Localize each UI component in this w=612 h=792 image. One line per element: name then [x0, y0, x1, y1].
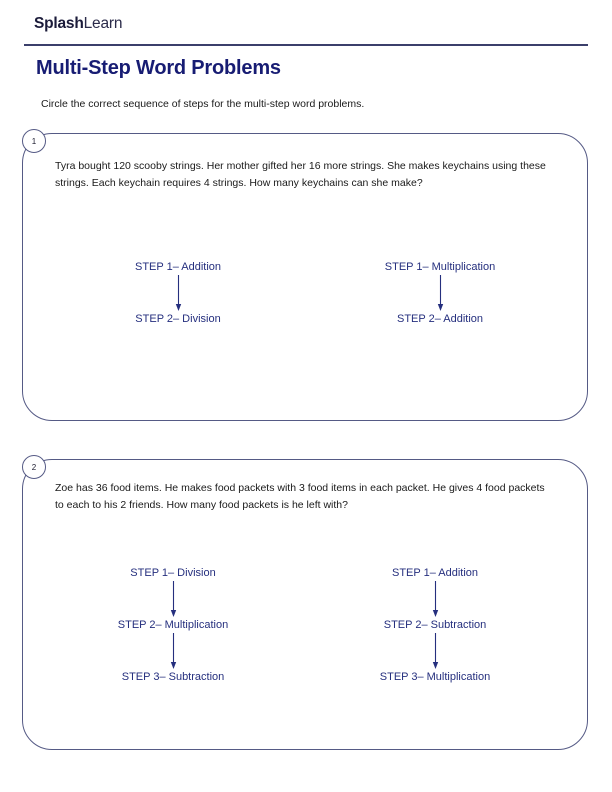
- answer-option-1a[interactable]: [58, 261, 298, 325]
- arrow-down-icon: [169, 579, 178, 619]
- problem-question-1: Tyra bought 120 scooby strings. Her mother gifted her 16 more strings. She makes keychains using these strings. Each keychain requires 4 strings. How many keychains can she make?: [55, 160, 546, 189]
- step-label: STEP 2– Division: [135, 313, 221, 325]
- problem-question-2: Zoe has 36 food items. He makes food packets with 3 food items in each packet. He gives 4 food packets to each to his 2 friends. How many food packets is he left with?: [55, 482, 545, 511]
- answer-option-2b[interactable]: [310, 567, 560, 683]
- problem-number-badge-2: 2: [22, 455, 46, 479]
- step-label: STEP 1– Multiplication: [384, 261, 496, 273]
- header-divider: [24, 44, 588, 46]
- step-label: STEP 2– Addition: [396, 313, 484, 325]
- arrow-down-icon: [436, 273, 445, 313]
- step-label: STEP 1– Addition: [391, 567, 479, 579]
- problem-number-badge-1: 1: [22, 129, 46, 153]
- step-label: STEP 2– Multiplication: [117, 619, 229, 631]
- splashlearn-logo: [34, 15, 122, 33]
- step-label: STEP 2– Subtraction: [383, 619, 487, 631]
- answer-option-2a[interactable]: [48, 567, 298, 683]
- step-label: STEP 3– Subtraction: [121, 671, 225, 683]
- arrow-down-icon: [431, 579, 440, 619]
- arrow-down-icon: [174, 273, 183, 313]
- worksheet-instruction: Circle the correct sequence of steps for the multi-step word problems.: [41, 98, 365, 110]
- page-title: Multi-Step Word Problems: [36, 57, 281, 79]
- step-label: STEP 1– Addition: [134, 261, 222, 273]
- logo-text-learn: Learn: [83, 15, 123, 32]
- logo-text-splash: Splash: [34, 15, 84, 32]
- step-label: STEP 1– Division: [130, 567, 216, 579]
- step-label: STEP 3– Multiplication: [379, 671, 491, 683]
- answer-option-1b[interactable]: [320, 261, 560, 325]
- arrow-down-icon: [431, 631, 440, 671]
- arrow-down-icon: [169, 631, 178, 671]
